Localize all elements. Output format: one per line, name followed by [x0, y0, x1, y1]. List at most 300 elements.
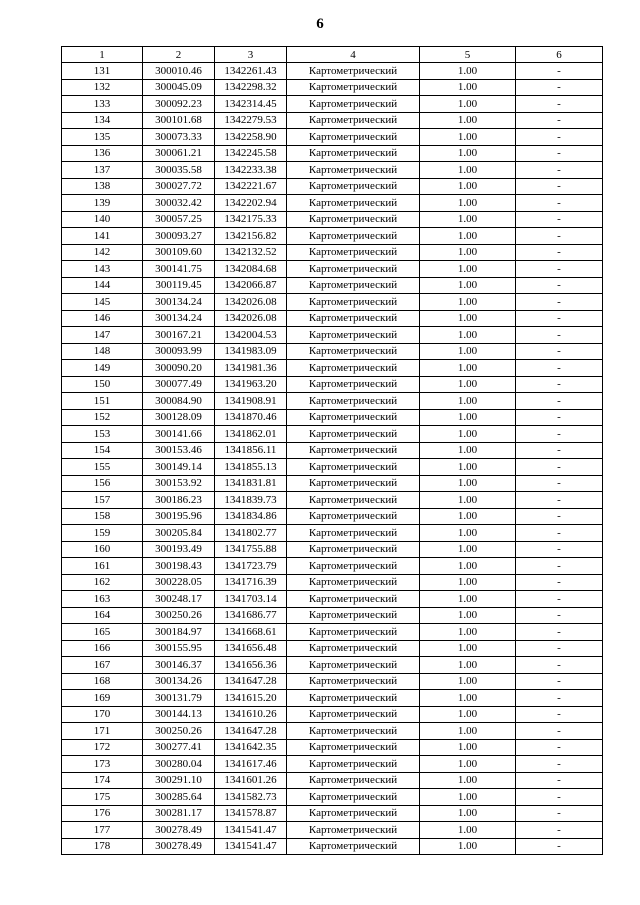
cell-accuracy: 1.00 [420, 310, 516, 327]
page-number: 6 [316, 16, 324, 32]
cell-y: 1341802.77 [215, 525, 287, 542]
cell-point-number: 174 [62, 772, 143, 789]
cell-accuracy: 1.00 [420, 805, 516, 822]
cell-accuracy: 1.00 [420, 673, 516, 690]
cell-method: Картометрический [287, 310, 420, 327]
cell-method: Картометрический [287, 195, 420, 212]
cell-description: - [516, 492, 603, 509]
cell-description: - [516, 723, 603, 740]
cell-x: 300144.13 [143, 706, 215, 723]
cell-point-number: 171 [62, 723, 143, 740]
cell-accuracy: 1.00 [420, 327, 516, 344]
cell-method: Картометрический [287, 607, 420, 624]
cell-accuracy: 1.00 [420, 112, 516, 129]
cell-y: 1341615.20 [215, 690, 287, 707]
cell-method: Картометрический [287, 261, 420, 278]
cell-x: 300109.60 [143, 244, 215, 261]
cell-y: 1341981.36 [215, 360, 287, 377]
cell-y: 1342026.08 [215, 294, 287, 311]
cell-y: 1341686.77 [215, 607, 287, 624]
table-row [62, 277, 603, 294]
cell-accuracy: 1.00 [420, 162, 516, 179]
cell-description: - [516, 228, 603, 245]
cell-method: Картометрический [287, 640, 420, 657]
cell-point-number: 161 [62, 558, 143, 575]
cell-x: 300131.79 [143, 690, 215, 707]
coordinates-table [61, 46, 603, 855]
cell-point-number: 178 [62, 838, 143, 855]
cell-y: 1341839.73 [215, 492, 287, 509]
cell-method: Картометрический [287, 706, 420, 723]
cell-method: Картометрический [287, 772, 420, 789]
table-row [62, 838, 603, 855]
cell-x: 300141.66 [143, 426, 215, 443]
cell-description: - [516, 277, 603, 294]
cell-method: Картометрический [287, 63, 420, 80]
table-row [62, 607, 603, 624]
cell-x: 300077.49 [143, 376, 215, 393]
table-row [62, 79, 603, 96]
cell-method: Картометрический [287, 327, 420, 344]
cell-y: 1341870.46 [215, 409, 287, 426]
cell-x: 300250.26 [143, 607, 215, 624]
cell-point-number: 156 [62, 475, 143, 492]
cell-y: 1341831.81 [215, 475, 287, 492]
cell-y: 1342261.43 [215, 63, 287, 80]
cell-description: - [516, 541, 603, 558]
cell-point-number: 145 [62, 294, 143, 311]
cell-description: - [516, 96, 603, 113]
cell-point-number: 164 [62, 607, 143, 624]
cell-point-number: 163 [62, 591, 143, 608]
cell-method: Картометрический [287, 393, 420, 410]
cell-x: 300278.49 [143, 838, 215, 855]
cell-method: Картометрический [287, 673, 420, 690]
cell-x: 300093.99 [143, 343, 215, 360]
cell-description: - [516, 195, 603, 212]
table-row [62, 409, 603, 426]
cell-y: 1342245.58 [215, 145, 287, 162]
cell-y: 1341617.46 [215, 756, 287, 773]
table-row [62, 145, 603, 162]
column-header-method: 4 [287, 47, 420, 63]
column-header-y: 3 [215, 47, 287, 63]
cell-x: 300045.09 [143, 79, 215, 96]
cell-y: 1342175.33 [215, 211, 287, 228]
cell-y: 1341723.79 [215, 558, 287, 575]
table-row [62, 558, 603, 575]
table-row [62, 310, 603, 327]
cell-y: 1341703.14 [215, 591, 287, 608]
cell-description: - [516, 343, 603, 360]
cell-y: 1342004.53 [215, 327, 287, 344]
header-row [62, 47, 603, 63]
table-row [62, 442, 603, 459]
cell-description: - [516, 574, 603, 591]
cell-accuracy: 1.00 [420, 376, 516, 393]
cell-point-number: 138 [62, 178, 143, 195]
cell-y: 1341855.13 [215, 459, 287, 476]
cell-y: 1341647.28 [215, 673, 287, 690]
cell-accuracy: 1.00 [420, 739, 516, 756]
cell-y: 1342202.94 [215, 195, 287, 212]
cell-description: - [516, 657, 603, 674]
cell-x: 300167.21 [143, 327, 215, 344]
cell-x: 300155.95 [143, 640, 215, 657]
cell-description: - [516, 376, 603, 393]
cell-method: Картометрический [287, 789, 420, 806]
cell-accuracy: 1.00 [420, 574, 516, 591]
cell-accuracy: 1.00 [420, 79, 516, 96]
cell-x: 300278.49 [143, 822, 215, 839]
cell-accuracy: 1.00 [420, 756, 516, 773]
cell-x: 300134.24 [143, 310, 215, 327]
cell-description: - [516, 789, 603, 806]
cell-y: 1341856.11 [215, 442, 287, 459]
cell-method: Картометрический [287, 624, 420, 641]
cell-point-number: 132 [62, 79, 143, 96]
cell-description: - [516, 640, 603, 657]
cell-x: 300057.25 [143, 211, 215, 228]
cell-point-number: 172 [62, 739, 143, 756]
cell-method: Картометрический [287, 459, 420, 476]
cell-method: Картометрический [287, 409, 420, 426]
cell-description: - [516, 178, 603, 195]
table-row [62, 376, 603, 393]
cell-y: 1342084.68 [215, 261, 287, 278]
cell-method: Картометрический [287, 723, 420, 740]
cell-point-number: 134 [62, 112, 143, 129]
cell-method: Картометрический [287, 228, 420, 245]
cell-method: Картометрический [287, 277, 420, 294]
cell-x: 300280.04 [143, 756, 215, 773]
table-row [62, 508, 603, 525]
cell-y: 1341983.09 [215, 343, 287, 360]
cell-point-number: 175 [62, 789, 143, 806]
cell-description: - [516, 624, 603, 641]
cell-description: - [516, 822, 603, 839]
table-row [62, 244, 603, 261]
cell-point-number: 173 [62, 756, 143, 773]
column-header-x: 2 [143, 47, 215, 63]
table-row [62, 162, 603, 179]
column-header-description: 6 [516, 47, 603, 63]
cell-point-number: 152 [62, 409, 143, 426]
cell-accuracy: 1.00 [420, 624, 516, 641]
cell-point-number: 142 [62, 244, 143, 261]
cell-point-number: 148 [62, 343, 143, 360]
cell-x: 300061.21 [143, 145, 215, 162]
cell-point-number: 153 [62, 426, 143, 443]
cell-description: - [516, 162, 603, 179]
cell-point-number: 133 [62, 96, 143, 113]
cell-method: Картометрический [287, 294, 420, 311]
cell-accuracy: 1.00 [420, 640, 516, 657]
table-row [62, 475, 603, 492]
cell-method: Картометрический [287, 442, 420, 459]
table-row [62, 393, 603, 410]
cell-x: 300277.41 [143, 739, 215, 756]
cell-point-number: 157 [62, 492, 143, 509]
table-row [62, 327, 603, 344]
cell-y: 1341862.01 [215, 426, 287, 443]
cell-method: Картометрический [287, 96, 420, 113]
table-row [62, 772, 603, 789]
cell-point-number: 139 [62, 195, 143, 212]
cell-point-number: 158 [62, 508, 143, 525]
cell-y: 1341541.47 [215, 838, 287, 855]
cell-point-number: 162 [62, 574, 143, 591]
cell-accuracy: 1.00 [420, 541, 516, 558]
cell-x: 300084.90 [143, 393, 215, 410]
cell-point-number: 137 [62, 162, 143, 179]
cell-y: 1341610.26 [215, 706, 287, 723]
cell-accuracy: 1.00 [420, 360, 516, 377]
cell-point-number: 167 [62, 657, 143, 674]
cell-method: Картометрический [287, 426, 420, 443]
cell-description: - [516, 244, 603, 261]
cell-method: Картометрический [287, 79, 420, 96]
cell-description: - [516, 211, 603, 228]
table-row [62, 739, 603, 756]
cell-x: 300092.23 [143, 96, 215, 113]
cell-method: Картометрический [287, 574, 420, 591]
cell-x: 300134.24 [143, 294, 215, 311]
table-row [62, 178, 603, 195]
cell-method: Картометрический [287, 541, 420, 558]
cell-accuracy: 1.00 [420, 195, 516, 212]
cell-accuracy: 1.00 [420, 558, 516, 575]
cell-point-number: 154 [62, 442, 143, 459]
cell-method: Картометрический [287, 475, 420, 492]
cell-method: Картометрический [287, 360, 420, 377]
cell-description: - [516, 805, 603, 822]
cell-y: 1341656.36 [215, 657, 287, 674]
cell-accuracy: 1.00 [420, 789, 516, 806]
cell-y: 1341601.26 [215, 772, 287, 789]
cell-y: 1342026.08 [215, 310, 287, 327]
table-row [62, 459, 603, 476]
cell-description: - [516, 525, 603, 542]
cell-accuracy: 1.00 [420, 178, 516, 195]
cell-accuracy: 1.00 [420, 525, 516, 542]
cell-x: 300093.27 [143, 228, 215, 245]
cell-accuracy: 1.00 [420, 294, 516, 311]
cell-y: 1341834.86 [215, 508, 287, 525]
cell-x: 300128.09 [143, 409, 215, 426]
cell-accuracy: 1.00 [420, 211, 516, 228]
cell-x: 300146.37 [143, 657, 215, 674]
cell-method: Картометрический [287, 525, 420, 542]
cell-accuracy: 1.00 [420, 459, 516, 476]
table-row [62, 805, 603, 822]
cell-x: 300291.10 [143, 772, 215, 789]
cell-x: 300281.17 [143, 805, 215, 822]
cell-y: 1341963.20 [215, 376, 287, 393]
cell-description: - [516, 426, 603, 443]
table-row [62, 112, 603, 129]
cell-y: 1341578.87 [215, 805, 287, 822]
cell-method: Картометрический [287, 343, 420, 360]
table-row [62, 706, 603, 723]
cell-point-number: 177 [62, 822, 143, 839]
cell-description: - [516, 63, 603, 80]
cell-accuracy: 1.00 [420, 228, 516, 245]
cell-y: 1342156.82 [215, 228, 287, 245]
cell-x: 300010.46 [143, 63, 215, 80]
cell-x: 300101.68 [143, 112, 215, 129]
cell-y: 1341908.91 [215, 393, 287, 410]
cell-method: Картометрический [287, 244, 420, 261]
table-row [62, 63, 603, 80]
cell-point-number: 168 [62, 673, 143, 690]
cell-accuracy: 1.00 [420, 492, 516, 509]
cell-point-number: 143 [62, 261, 143, 278]
cell-description: - [516, 756, 603, 773]
cell-description: - [516, 739, 603, 756]
cell-point-number: 169 [62, 690, 143, 707]
cell-x: 300205.84 [143, 525, 215, 542]
cell-description: - [516, 129, 603, 146]
cell-x: 300250.26 [143, 723, 215, 740]
cell-point-number: 136 [62, 145, 143, 162]
cell-method: Картометрический [287, 211, 420, 228]
cell-method: Картометрический [287, 376, 420, 393]
cell-accuracy: 1.00 [420, 822, 516, 839]
cell-x: 300153.92 [143, 475, 215, 492]
cell-point-number: 159 [62, 525, 143, 542]
table-row [62, 360, 603, 377]
cell-accuracy: 1.00 [420, 723, 516, 740]
table-row [62, 822, 603, 839]
cell-y: 1341647.28 [215, 723, 287, 740]
cell-accuracy: 1.00 [420, 343, 516, 360]
cell-description: - [516, 409, 603, 426]
cell-description: - [516, 393, 603, 410]
table-row [62, 541, 603, 558]
cell-method: Картометрический [287, 558, 420, 575]
cell-y: 1341541.47 [215, 822, 287, 839]
cell-description: - [516, 360, 603, 377]
cell-description: - [516, 442, 603, 459]
table-row [62, 294, 603, 311]
cell-method: Картометрический [287, 739, 420, 756]
cell-x: 300285.64 [143, 789, 215, 806]
table-row [62, 426, 603, 443]
cell-method: Картометрический [287, 756, 420, 773]
cell-x: 300248.17 [143, 591, 215, 608]
cell-point-number: 150 [62, 376, 143, 393]
cell-accuracy: 1.00 [420, 261, 516, 278]
table-row [62, 657, 603, 674]
cell-point-number: 147 [62, 327, 143, 344]
cell-x: 300195.96 [143, 508, 215, 525]
cell-accuracy: 1.00 [420, 277, 516, 294]
cell-accuracy: 1.00 [420, 442, 516, 459]
table-row [62, 624, 603, 641]
cell-accuracy: 1.00 [420, 475, 516, 492]
cell-description: - [516, 838, 603, 855]
cell-x: 300032.42 [143, 195, 215, 212]
table-body [62, 63, 603, 855]
cell-accuracy: 1.00 [420, 426, 516, 443]
cell-x: 300119.45 [143, 277, 215, 294]
cell-description: - [516, 294, 603, 311]
table-row [62, 574, 603, 591]
cell-method: Картометрический [287, 508, 420, 525]
cell-accuracy: 1.00 [420, 591, 516, 608]
cell-x: 300184.97 [143, 624, 215, 641]
table-row [62, 640, 603, 657]
cell-x: 300198.43 [143, 558, 215, 575]
cell-point-number: 140 [62, 211, 143, 228]
cell-description: - [516, 690, 603, 707]
cell-y: 1342066.87 [215, 277, 287, 294]
cell-x: 300228.05 [143, 574, 215, 591]
cell-accuracy: 1.00 [420, 145, 516, 162]
cell-method: Картометрический [287, 690, 420, 707]
table-row [62, 789, 603, 806]
cell-description: - [516, 79, 603, 96]
cell-accuracy: 1.00 [420, 657, 516, 674]
table-header [62, 47, 603, 63]
cell-y: 1341656.48 [215, 640, 287, 657]
cell-description: - [516, 475, 603, 492]
cell-point-number: 166 [62, 640, 143, 657]
cell-description: - [516, 706, 603, 723]
cell-point-number: 131 [62, 63, 143, 80]
cell-description: - [516, 459, 603, 476]
cell-y: 1342298.32 [215, 79, 287, 96]
cell-y: 1341668.61 [215, 624, 287, 641]
cell-accuracy: 1.00 [420, 393, 516, 410]
cell-point-number: 170 [62, 706, 143, 723]
cell-description: - [516, 772, 603, 789]
table-row [62, 343, 603, 360]
table-row [62, 690, 603, 707]
cell-description: - [516, 112, 603, 129]
cell-y: 1341642.35 [215, 739, 287, 756]
table-row [62, 96, 603, 113]
cell-method: Картометрический [287, 492, 420, 509]
column-header-accuracy: 5 [420, 47, 516, 63]
cell-method: Картометрический [287, 657, 420, 674]
cell-x: 300141.75 [143, 261, 215, 278]
cell-y: 1342279.53 [215, 112, 287, 129]
cell-point-number: 160 [62, 541, 143, 558]
cell-y: 1342132.52 [215, 244, 287, 261]
cell-x: 300149.14 [143, 459, 215, 476]
cell-method: Картометрический [287, 145, 420, 162]
cell-point-number: 176 [62, 805, 143, 822]
cell-point-number: 135 [62, 129, 143, 146]
cell-point-number: 141 [62, 228, 143, 245]
cell-accuracy: 1.00 [420, 706, 516, 723]
cell-y: 1342258.90 [215, 129, 287, 146]
cell-point-number: 144 [62, 277, 143, 294]
cell-description: - [516, 558, 603, 575]
cell-method: Картометрический [287, 162, 420, 179]
cell-description: - [516, 145, 603, 162]
cell-y: 1342221.67 [215, 178, 287, 195]
cell-y: 1341716.39 [215, 574, 287, 591]
cell-description: - [516, 508, 603, 525]
cell-accuracy: 1.00 [420, 607, 516, 624]
cell-method: Картометрический [287, 822, 420, 839]
cell-x: 300073.33 [143, 129, 215, 146]
cell-description: - [516, 673, 603, 690]
cell-accuracy: 1.00 [420, 96, 516, 113]
